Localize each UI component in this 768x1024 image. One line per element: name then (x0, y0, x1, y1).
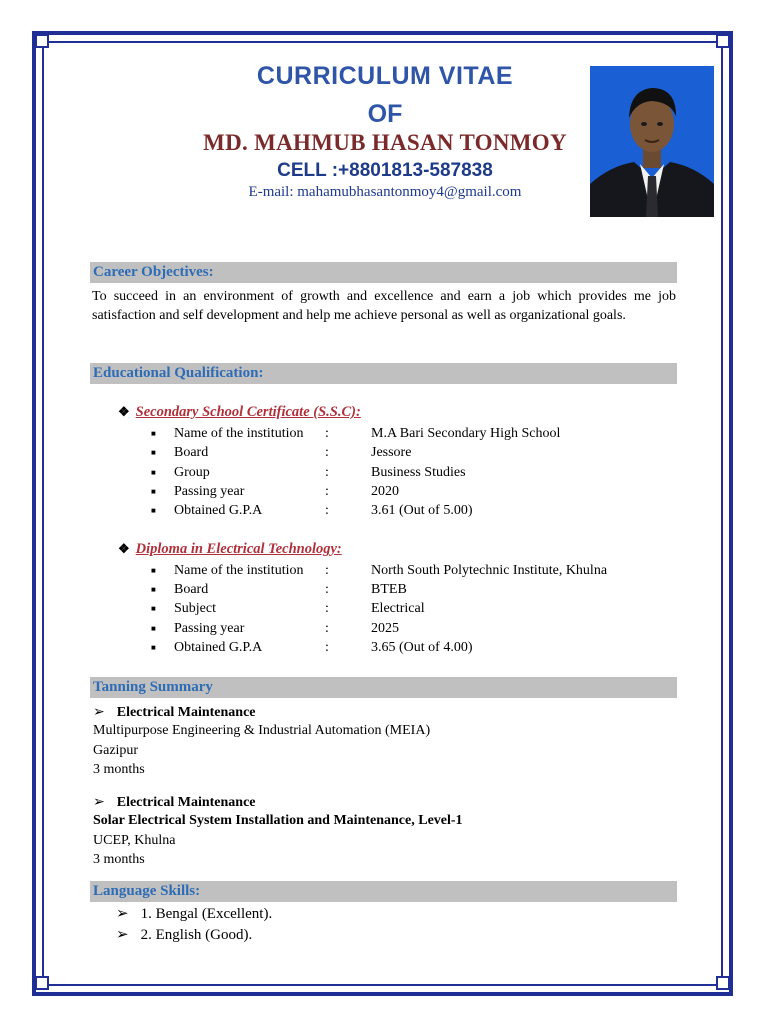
training-item-title: ➢ Electrical Maintenance (93, 795, 256, 810)
border-corner (716, 976, 730, 990)
arrow-bullet-icon: ➢ (116, 906, 129, 922)
training-item-line: Gazipur (93, 743, 139, 758)
arrow-bullet-icon: ➢ (93, 795, 105, 810)
diploma-heading: ❖ Diploma in Electrical Technology: (118, 541, 342, 557)
arrow-bullet-icon: ➢ (93, 705, 105, 720)
training-item-line: 3 months (93, 852, 145, 867)
career-objectives-text: To succeed in an environment of growth and excellence and earn a job which provides me job satisfaction and self development and help me achieve personal as well as organizational goals. (92, 289, 676, 323)
training-heading: Tanning Summary (90, 677, 677, 698)
square-bullet-icon: ■ (151, 604, 156, 613)
email-address: E-mail: mahamubhasantonmoy4@gmail.com (248, 184, 522, 200)
square-bullet-icon: ■ (151, 429, 156, 438)
square-bullet-icon: ■ (151, 624, 156, 633)
cell-number: CELL :+8801813-587838 (277, 160, 493, 181)
training-item-line: UCEP, Khulna (93, 833, 176, 848)
diamond-bullet-icon: ❖ (118, 541, 130, 556)
border-corner (716, 34, 730, 48)
cv-title: CURRICULUM VITAE (256, 62, 514, 90)
border-corner (35, 976, 49, 990)
square-bullet-icon: ■ (151, 643, 156, 652)
education-heading: Educational Qualification: (90, 363, 677, 384)
square-bullet-icon: ■ (151, 468, 156, 477)
training-item-title: ➢ Electrical Maintenance (93, 705, 256, 720)
training-item-line: Solar Electrical System Installation and Maintenance, Level-1 (93, 813, 463, 828)
training-item-line: 3 months (93, 762, 145, 777)
cv-title-of: OF (367, 100, 403, 128)
candidate-name: MD. MAHMUB HASAN TONMOY (203, 130, 567, 155)
language-heading: Language Skills: (90, 881, 677, 902)
square-bullet-icon: ■ (151, 487, 156, 496)
arrow-bullet-icon: ➢ (116, 927, 129, 943)
profile-photo (590, 66, 714, 217)
portrait-illustration (590, 66, 714, 217)
language-item: ➢ 2. English (Good). (116, 927, 253, 943)
border-corner (35, 34, 49, 48)
square-bullet-icon: ■ (151, 566, 156, 575)
square-bullet-icon: ■ (151, 506, 156, 515)
diamond-bullet-icon: ❖ (118, 404, 130, 419)
square-bullet-icon: ■ (151, 585, 156, 594)
square-bullet-icon: ■ (151, 448, 156, 457)
training-item-line: Multipurpose Engineering & Industrial Automation (MEIA) (93, 723, 431, 738)
career-objectives-heading: Career Objectives: (90, 262, 677, 283)
ssc-heading: ❖ Secondary School Certificate (S.S.C): (118, 404, 361, 420)
language-item: ➢ 1. Bengal (Excellent). (116, 906, 273, 922)
